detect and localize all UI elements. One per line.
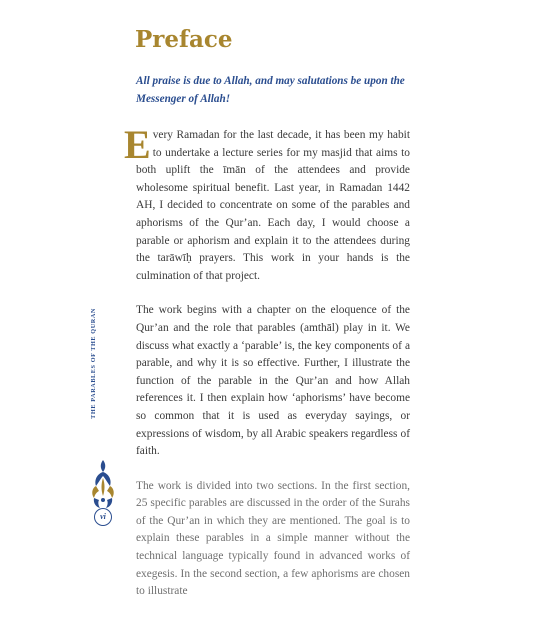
page-number-badge: vi	[94, 508, 112, 526]
paragraph-2: The work begins with a chapter on the eloquence of the Qur’an and the role that parables (amthāl) play in it. We discuss what exactly a ‘parable’ is, the key components of a parable, and why it is so effective. Further, I illustrate the function of the parable in the Qur’an and how Allah references it. I then explain how ‘aphorisms’ have become so common that it is used as everyday sayings, or expressions of wisdom, by all Arabic speakers regardless of faith.	[136, 304, 410, 458]
paragraph-1-text: very Ramadan for the last decade, it has been my habit to undertake a lecture series for my masjid that aims to both uplift the īmān of the attendees and provide wholesome spiritual benefit. Last year, in Ramadan 1442 AH, I decided to concentrate on some of the parables and aphorisms of the Qur’an. Each day, I would choose a parable or aphorism and explain it to the attendees during the tarāwīḥ prayers. This work in your hands is the culmination of that project.	[136, 129, 410, 282]
body-text	[124, 122, 410, 618]
drop-cap: E	[124, 122, 151, 167]
paragraph-3: The work is divided into two sections. In the first section, 25 specific parables are discussed in the order of the Surahs of the Qur’an in which they are mentioned. The goal is to explain these parables in a simple manner without the technical language typically found in advanced works of exegesis. In the second section, a few aphorisms are chosen to illustrate	[136, 479, 410, 598]
running-header-vertical: THE PARABLES OF THE QURAN	[90, 308, 97, 419]
page-title: Preface	[135, 26, 233, 53]
subtitle: All praise is due to Allah, and may salutations be upon the Messenger of Allah!	[136, 75, 405, 105]
paragraph-1	[124, 122, 410, 285]
